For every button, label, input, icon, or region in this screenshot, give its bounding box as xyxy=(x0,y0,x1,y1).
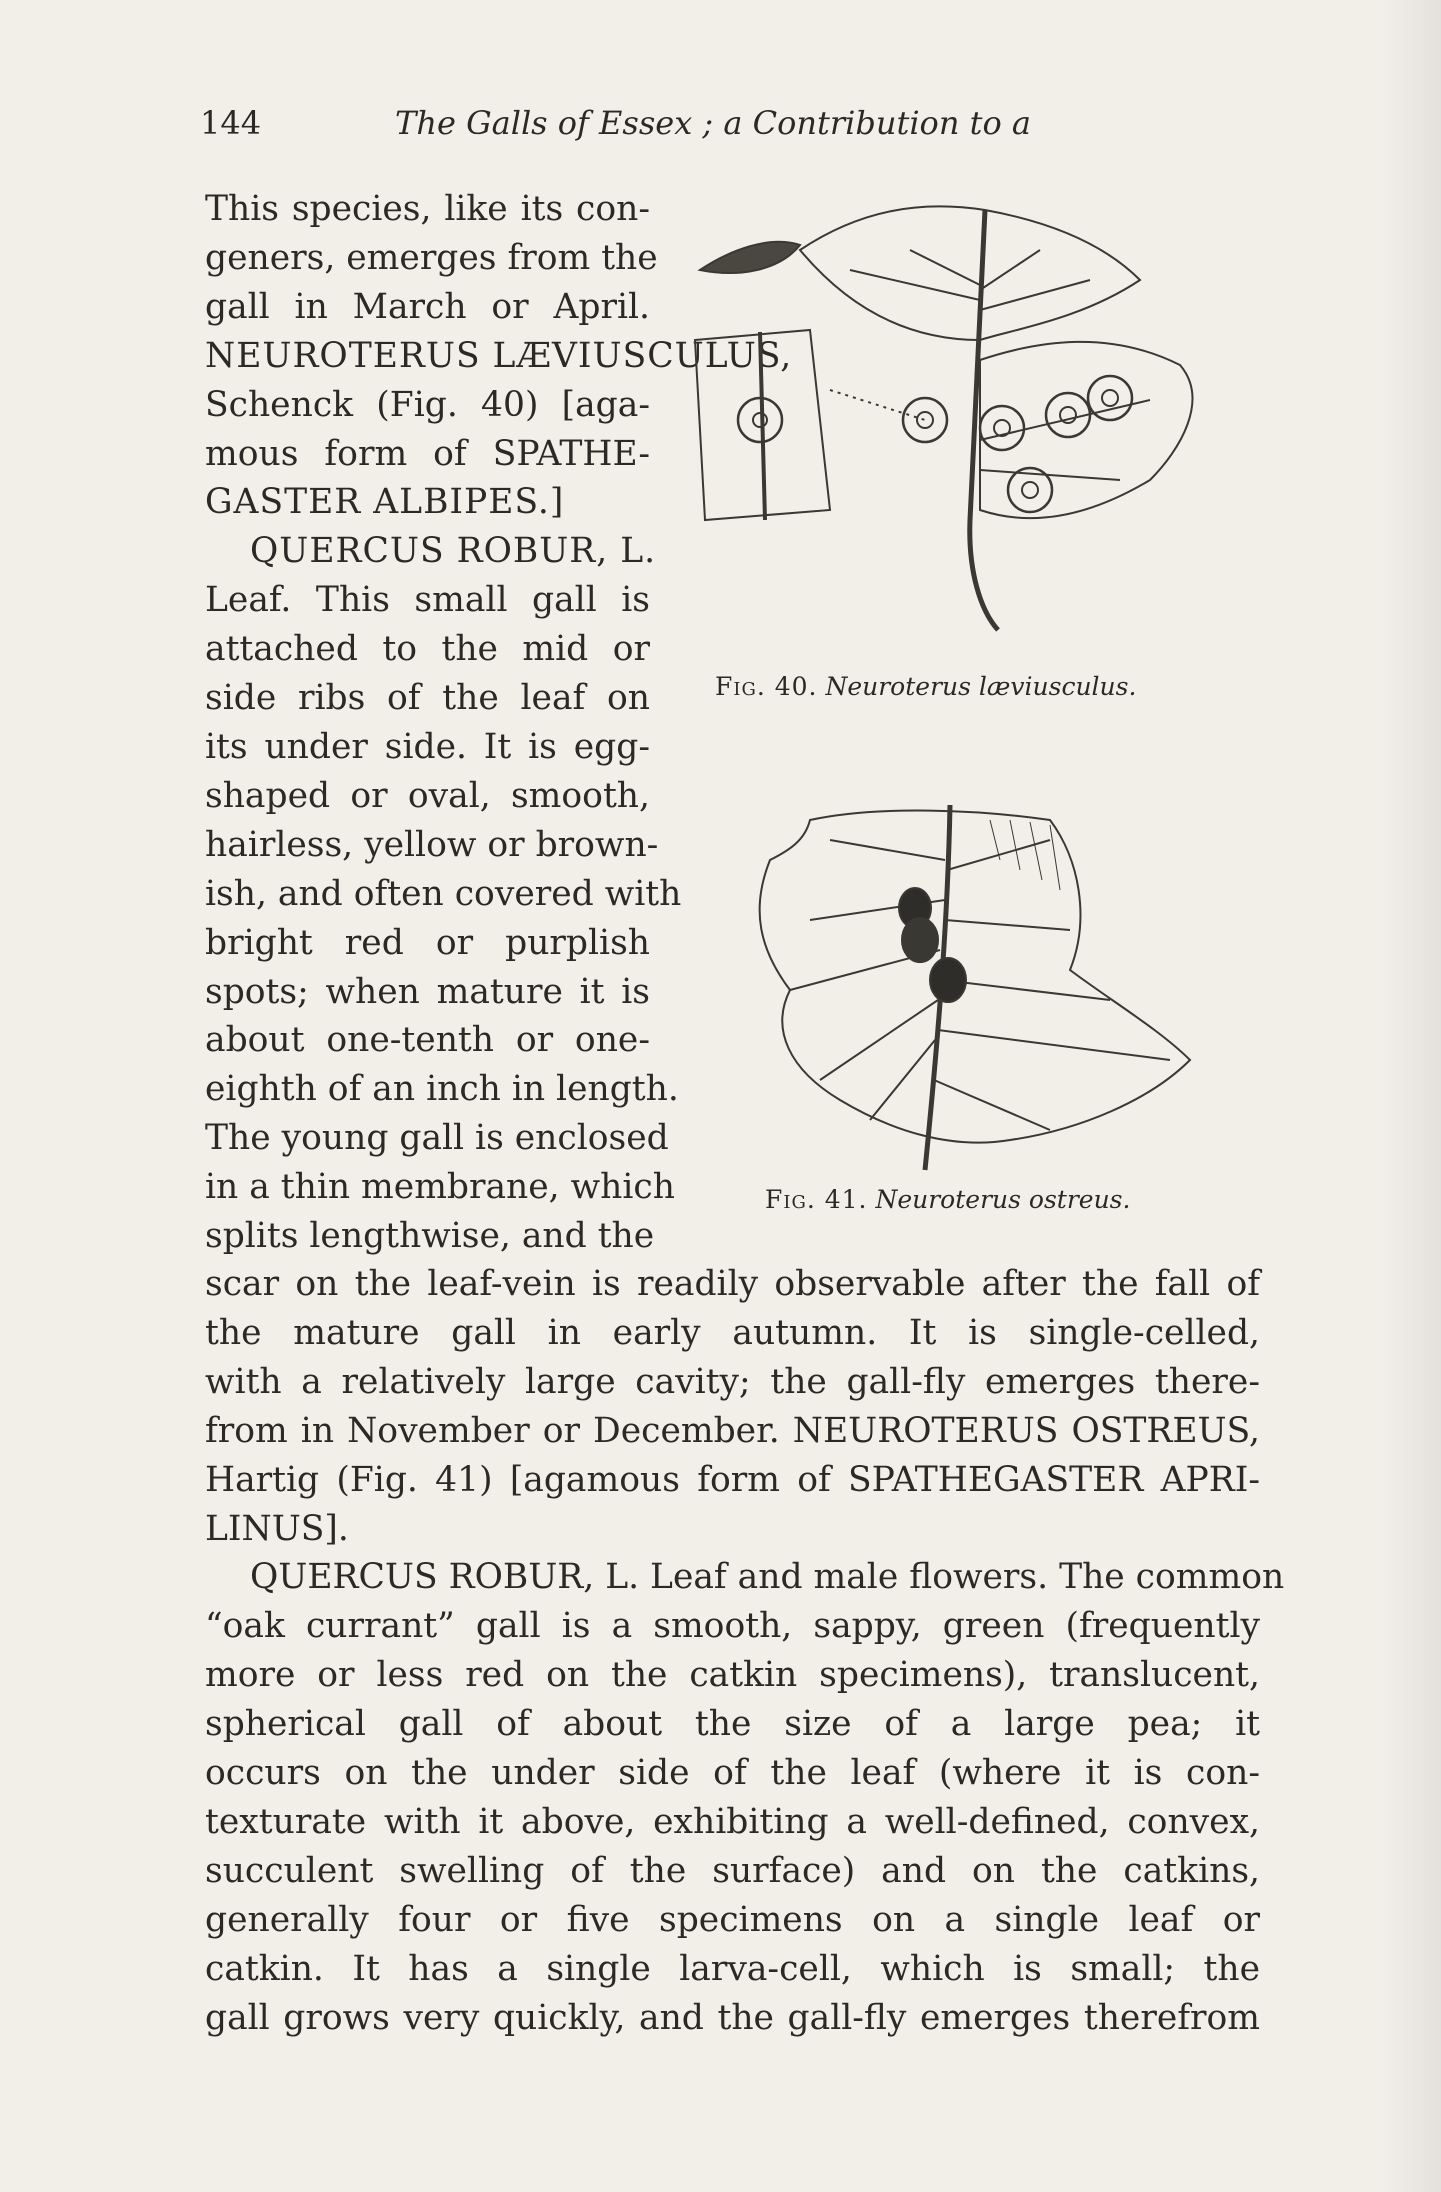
text-line: bright red or purplish xyxy=(205,922,650,963)
text-line: from in November or December. NEUROTERUS OSTREUS, xyxy=(205,1410,1260,1451)
text-line: in a thin membrane, which xyxy=(205,1167,675,1208)
text-line: scar on the leaf-vein is readily observable after the fall of xyxy=(205,1264,1260,1304)
text-line: Hartig (Fig. 41) [agamous form of SPATHEGASTER APRI- xyxy=(205,1459,1260,1500)
figure-label: Fig. 40. xyxy=(715,672,818,701)
text-line: texturate with it above, exhibiting a well-defined, convex, xyxy=(205,1801,1260,1842)
text-line: “oak currant” gall is a smooth, sappy, green (frequently xyxy=(205,1606,1260,1647)
figure-label: Fig. 41. xyxy=(765,1185,868,1214)
text-line: gall grows very quickly, and the gall-fly emerges therefrom xyxy=(205,1997,1260,2038)
text-line: shaped or oval, smooth, xyxy=(205,775,650,816)
text-line: catkin. It has a single larva-cell, which is small; the xyxy=(205,1948,1260,1989)
text-line: LINUS]. xyxy=(205,1508,349,1549)
text-line: occurs on the under side of the leaf (where it is con- xyxy=(205,1753,1260,1794)
text-line: This species, like its con- xyxy=(205,189,650,229)
full-width-text xyxy=(205,1260,1285,2043)
text-line: succulent swelling of the surface) and on the catkins, xyxy=(205,1850,1260,1891)
text-line: ish, and often covered with xyxy=(205,873,682,914)
text-line: mous form of SPATHE- xyxy=(205,433,650,474)
page-edge-shadow xyxy=(1381,0,1441,2192)
figure-41-caption xyxy=(765,1185,1130,1214)
running-title: The Galls of Essex ; a Contribution to a xyxy=(395,104,1031,142)
text-line: GASTER ALBIPES.] xyxy=(205,482,565,523)
left-column-text xyxy=(205,185,793,1261)
text-line: splits lengthwise, and the xyxy=(205,1216,655,1257)
text-line: hairless, yellow or brown- xyxy=(205,824,659,865)
text-line: spherical gall of about the size of a large pea; it xyxy=(205,1704,1260,1745)
text-line: geners, emerges from the xyxy=(205,237,658,278)
text-line: about one-tenth or one- xyxy=(205,1020,650,1061)
text-line: Leaf. This small gall is xyxy=(205,580,650,621)
text-line: The young gall is enclosed xyxy=(205,1118,669,1159)
figure-40-illustration xyxy=(680,190,1240,670)
text-line: more or less red on the catkin specimens), translucent, xyxy=(205,1655,1260,1696)
text-line: QUERCUS ROBUR, L. xyxy=(250,531,657,572)
text-line: its under side. It is egg- xyxy=(205,726,650,767)
text-line: attached to the mid or xyxy=(205,629,650,670)
text-line: QUERCUS ROBUR, L. Leaf and male flowers. The common xyxy=(250,1557,1285,1598)
text-line: NEUROTERUS LÆVIUSCULUS, xyxy=(205,335,793,376)
page-number: 144 xyxy=(200,104,262,142)
figure-species: Neuroterus læviusculus. xyxy=(825,672,1137,701)
text-line: gall in March or April. xyxy=(205,286,650,327)
page-header xyxy=(200,100,1270,150)
figure-40-caption xyxy=(715,672,1136,701)
text-line: with a relatively large cavity; the gall-fly emerges there- xyxy=(205,1361,1260,1402)
figure-species: Neuroterus ostreus. xyxy=(875,1185,1131,1214)
text-line: the mature gall in early autumn. It is single-celled, xyxy=(205,1312,1260,1353)
text-line: side ribs of the leaf on xyxy=(205,678,650,719)
text-line: spots; when mature it is xyxy=(205,971,650,1012)
text-line: generally four or five specimens on a single leaf or xyxy=(205,1899,1260,1940)
figure-41-illustration xyxy=(750,800,1220,1180)
text-line: eighth of an inch in length. xyxy=(205,1069,679,1110)
text-line: Schenck (Fig. 40) [aga- xyxy=(205,384,650,425)
